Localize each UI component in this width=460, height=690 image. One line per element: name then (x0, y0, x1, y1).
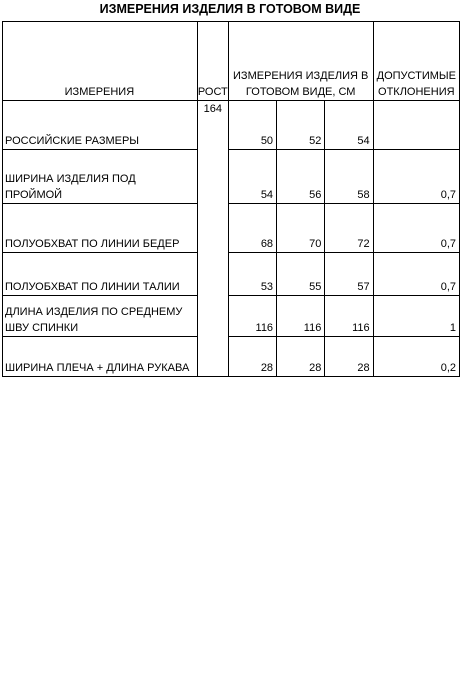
cell-tolerance: 0,2 (373, 337, 459, 377)
header-tolerance: ДОПУСТИМЫЕ ОТКЛОНЕНИЯ (373, 22, 459, 101)
cell-value: 72 (325, 204, 373, 253)
cell-value: 116 (325, 296, 373, 337)
cell-tolerance (373, 101, 459, 150)
cell-value: 54 (325, 101, 373, 150)
table-header-row (3, 22, 460, 101)
cell-value: 70 (277, 204, 325, 253)
cell-value: 57 (325, 253, 373, 296)
cell-value: 28 (325, 337, 373, 377)
cell-value: 55 (277, 253, 325, 296)
cell-tolerance: 0,7 (373, 150, 459, 204)
table-row (3, 150, 460, 204)
cell-value: 116 (277, 296, 325, 337)
cell-value: 50 (228, 101, 276, 150)
table-row (3, 253, 460, 296)
table-row (3, 101, 460, 150)
cell-value: 68 (228, 204, 276, 253)
row-label: ШИРИНА ИЗДЕЛИЯ ПОД ПРОЙМОЙ (3, 150, 198, 204)
cell-value: 28 (277, 337, 325, 377)
cell-value: 116 (228, 296, 276, 337)
cell-value: 56 (277, 150, 325, 204)
cell-value: 53 (228, 253, 276, 296)
cell-tolerance: 0,7 (373, 204, 459, 253)
row-label: ШИРИНА ПЛЕЧА + ДЛИНА РУКАВА (3, 337, 198, 377)
header-measurements: ИЗМЕРЕНИЯ (3, 22, 198, 101)
row-label: ПОЛУОБХВАТ ПО ЛИНИИ БЕДЕР (3, 204, 198, 253)
table-row (3, 337, 460, 377)
row-label: ПОЛУОБХВАТ ПО ЛИНИИ ТАЛИИ (3, 253, 198, 296)
cell-tolerance: 1 (373, 296, 459, 337)
cell-value: 52 (277, 101, 325, 150)
table-row (3, 204, 460, 253)
header-height: РОСТ (197, 22, 228, 101)
height-value: 164 (197, 101, 228, 377)
row-label: РОССИЙСКИЕ РАЗМЕРЫ (3, 101, 198, 150)
table-row (3, 296, 460, 337)
cell-tolerance: 0,7 (373, 253, 459, 296)
cell-value: 54 (228, 150, 276, 204)
page-title: ИЗМЕРЕНИЯ ИЗДЕЛИЯ В ГОТОВОМ ВИДЕ (99, 2, 361, 16)
row-label: ДЛИНА ИЗДЕЛИЯ ПО СРЕДНЕМУ ШВУ СПИНКИ (3, 296, 198, 337)
measurements-table (2, 21, 460, 377)
cell-value: 28 (228, 337, 276, 377)
header-finished-measurements: ИЗМЕРЕНИЯ ИЗДЕЛИЯ В ГОТОВОМ ВИДЕ, СМ (228, 22, 373, 101)
cell-value: 58 (325, 150, 373, 204)
